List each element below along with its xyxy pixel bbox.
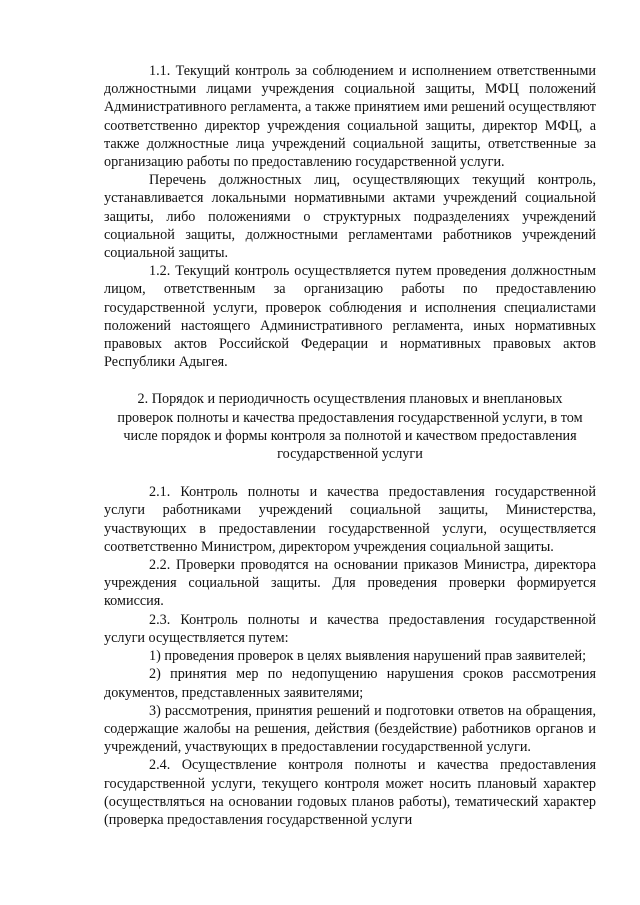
paragraph-officials-list: Перечень должностных лиц, осуществляющих текущий контроль, устанавливается локальными нормативными актами учреждений социальной защиты, либо положениями о структурных подразделениях учреждений социальной защиты, должностными регламентами работников учреждений социальной защиты.: [104, 172, 596, 262]
paragraph-2-3: 2.3. Контроль полноты и качества предоставления государственной услуги осуществляется путем:: [104, 611, 596, 646]
document-page: [104, 62, 596, 829]
spacer: [104, 463, 596, 483]
paragraph-2-4: 2.4. Осуществление контроля полноты и качества предоставления государственной услуги, текущего контроля может носить плановый характер (осуществляться на основании годовых планов работы), тематический характер (проверка предоставления государственной услуги: [104, 757, 596, 828]
spacer: [104, 371, 596, 390]
list-item-1: 1) проведения проверок в целях выявления нарушений прав заявителей;: [149, 648, 587, 665]
paragraph-2-1: 2.1. Контроль полноты и качества предоставления государственной услуги работниками учреждений социальной защиты, Министерства, участвующих в предоставлении государственной услуги, осуществляется соответственно Министром, директором учреждения социальной защиты.: [104, 484, 596, 555]
paragraph-2-2: 2.2. Проверки проводятся на основании приказов Министра, директора учреждения социальной защиты. Для проведения проверки формируется комиссия.: [104, 557, 596, 610]
paragraph-1-2: 1.2. Текущий контроль осуществляется путем проведения должностным лицом, ответственным за организацию работы по предоставлению государственной услуги, проверок соблюдения и исполнения специалистами положений настоящего Административного регламента, иных нормативных правовых актов Российской Федерации и нормативных правовых актов Республики Адыгея.: [104, 263, 596, 371]
list-item-3: 3) рассмотрения, принятия решений и подготовки ответов на обращения, содержащие жалобы на решения, действия (бездействие) работников органов и учреждений, участвующих в предоставлении государственной услуги.: [104, 702, 596, 756]
section-heading: 2. Порядок и периодичность осуществления плановых и внеплановых проверок полноты и качества предоставления государственной услуги, в том числе порядок и формы контроля за полнотой и качеством предоставления государственной услуги: [117, 391, 583, 463]
paragraph-1-1: 1.1. Текущий контроль за соблюдением и исполнением ответственными должностными лицами учреждения социальной защиты, МФЦ положений Административного регламента, а также принятием ими решений осуществляют соответственно директор учреждения социальной защиты, директор МФЦ, а также должностные лица учреждений социальной защиты, ответственные за организацию работы по предоставлению государственной услуги.: [104, 63, 596, 171]
list-item-2: 2) принятия мер по недопущению нарушения сроков рассмотрения документов, представленных заявителями;: [104, 666, 596, 701]
